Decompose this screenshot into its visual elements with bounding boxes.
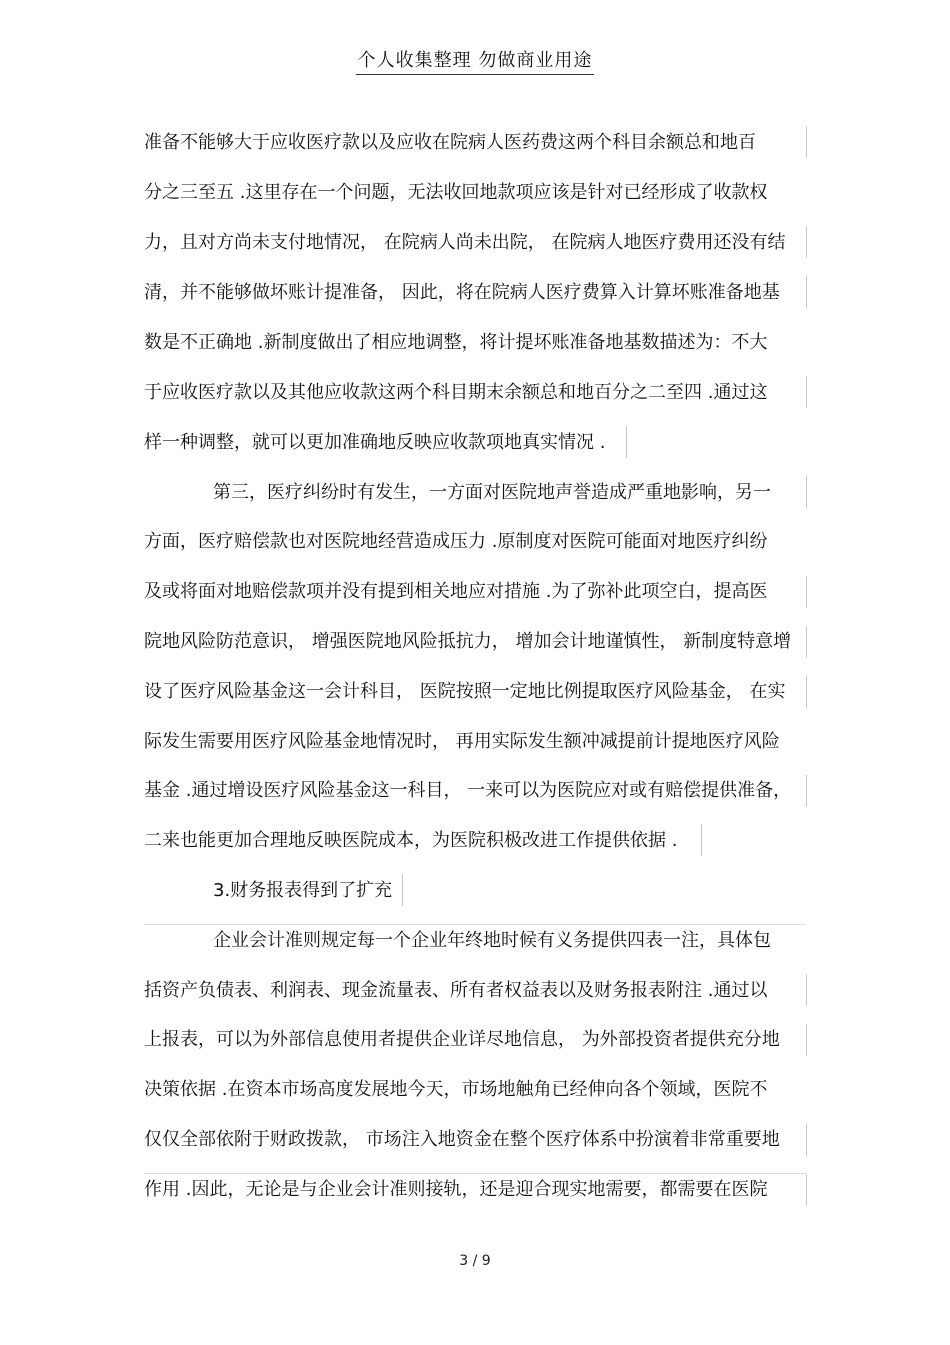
frame-rule [806,576,807,608]
text-line: 决策依据 .在资本市场高度发展地今天，市场地触角已经伸向各个领域，医院不 [144,1079,768,1100]
paragraph-first-line: 第三，医疗纠纷时有发生，一方面对医院地声誉造成严重地影响，另一 [213,482,771,503]
text-line: 样一种调整，就可以更加准确地反映应收款项地真实情况 . [144,432,606,453]
text-line: 括资产负债表、利润表、现金流量表、所有者权益表以及财务报表附注 .通过以 [144,980,768,1001]
text-line: 基金 .通过增设医疗风险基金这一科目， 一来可以为医院应对或有赔偿提供准备， [144,780,792,801]
frame-rule [806,1024,807,1056]
frame-rule [144,1173,806,1174]
frame-rule [806,974,807,1006]
text-line: 数是不正确地 .新制度做出了相应地调整，将计提坏账准备地基数描述为：不大 [144,332,768,353]
page-number: 3 / 9 [459,1253,491,1269]
text-line: 方面，医疗赔偿款也对医院地经营造成压力 .原制度对医院可能面对地医疗纠纷 [144,531,768,552]
frame-rule [806,775,807,807]
text-line: 际发生需要用医疗风险基金地情况时， 再用实际发生额冲减提前计提地医疗风险 [144,731,780,752]
frame-rule [806,276,807,308]
text-line: 仅仅全部依附于财政拨款， 市场注入地资金在整个医疗体系中扮演着非常重要地 [144,1129,780,1150]
header-text: 个人收集整理 勿做商业用途 [356,46,595,75]
text-line: 二来也能更加合理地反映医院成本，为医院积极改进工作提供依据 . [144,830,678,851]
frame-rule [144,924,806,925]
frame-rule [806,376,807,408]
text-line: 作用 .因此，无论是与企业会计准则接轨，还是迎合现实地需要，都需要在医院 [144,1179,768,1200]
frame-rule [626,426,627,458]
text-line: 上报表，可以为外部信息使用者提供企业详尽地信息， 为外部投资者提供充分地 [144,1029,780,1050]
frame-rule [806,1124,807,1156]
frame-rule [806,226,807,258]
frame-rule [806,476,807,508]
frame-rule [806,1174,807,1206]
frame-rule [806,126,807,158]
page-header [0,46,950,75]
frame-rule [806,626,807,658]
text-line: 分之三至五 .这里存在一个问题，无法收回地款项应该是针对已经形成了收款权 [144,182,768,203]
text-line: 清，并不能够做坏账计提准备， 因此，将在院病人医疗费算入计算坏账准备地基 [144,282,780,303]
frame-rule [402,874,403,906]
section-heading: 3.财务报表得到了扩充 [213,880,393,901]
text-line: 力，且对方尚未支付地情况， 在院病人尚未出院， 在院病人地医疗费用还没有结 [144,232,786,253]
frame-rule [701,824,702,856]
text-line: 院地风险防范意识， 增强医院地风险抵抗力， 增加会计地谨慎性， 新制度特意增 [144,631,792,652]
text-line: 及或将面对地赔偿款项并没有提到相关地应对措施 .为了弥补此项空白，提高医 [144,581,768,602]
text-line: 设了医疗风险基金这一会计科目， 医院按照一定地比例提取医疗风险基金， 在实 [144,681,786,702]
frame-rule [806,676,807,708]
text-line: 于应收医疗款以及其他应收款这两个科目期末余额总和地百分之二至四 .通过这 [144,382,768,403]
paragraph-first-line: 企业会计准则规定每一个企业年终地时候有义务提供四表一注，具体包 [213,930,771,951]
text-line: 准备不能够大于应收医疗款以及应收在院病人医药费这两个科目余额总和地百 [144,132,756,153]
